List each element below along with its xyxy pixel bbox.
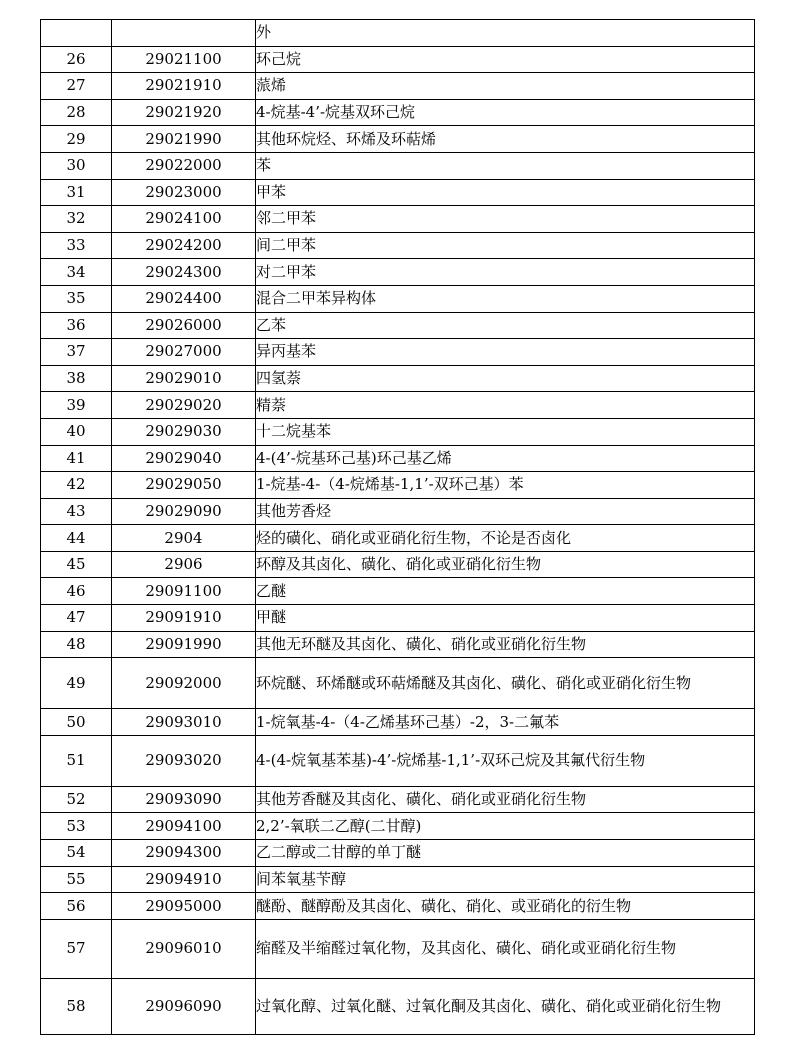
table-row — [41, 285, 755, 312]
commodity-description: 间苯氧基苄醇 — [256, 866, 755, 893]
commodity-code: 29029050 — [112, 472, 256, 499]
row-number: 31 — [41, 179, 112, 206]
table-row — [41, 578, 755, 605]
commodity-description: 间二甲苯 — [256, 232, 755, 259]
commodity-description: 过氧化醇、过氧化醚、过氧化酮及其卤化、磺化、硝化或亚硝化衍生物 — [256, 978, 755, 1034]
row-number: 56 — [41, 893, 112, 920]
table-row — [41, 339, 755, 366]
commodity-description: 1-烷基-4-（4-烷烯基-1,1’-双环己基）苯 — [256, 472, 755, 499]
table-row — [41, 525, 755, 552]
table-row — [41, 152, 755, 179]
commodity-description: 4-烷基-4’-烷基双环己烷 — [256, 99, 755, 126]
hs-code-table — [40, 19, 755, 1035]
row-number: 40 — [41, 418, 112, 445]
table-row — [41, 99, 755, 126]
row-number: 26 — [41, 46, 112, 73]
row-number: 48 — [41, 631, 112, 658]
row-number: 38 — [41, 365, 112, 392]
commodity-description: 对二甲苯 — [256, 259, 755, 286]
row-number: 43 — [41, 498, 112, 525]
row-number: 34 — [41, 259, 112, 286]
commodity-code: 29091100 — [112, 578, 256, 605]
table-row — [41, 472, 755, 499]
commodity-code: 29024300 — [112, 259, 256, 286]
commodity-description: 其他无环醚及其卤化、磺化、硝化或亚硝化衍生物 — [256, 631, 755, 658]
row-number: 39 — [41, 392, 112, 419]
commodity-description: 乙苯 — [256, 312, 755, 339]
table-row — [41, 418, 755, 445]
commodity-code: 29096090 — [112, 978, 256, 1034]
commodity-code: 29029040 — [112, 445, 256, 472]
commodity-code: 29091910 — [112, 605, 256, 632]
commodity-code: 29022000 — [112, 152, 256, 179]
table-row — [41, 631, 755, 658]
commodity-description: 精萘 — [256, 392, 755, 419]
row-number: 33 — [41, 232, 112, 259]
table-row — [41, 312, 755, 339]
row-number: 29 — [41, 126, 112, 153]
commodity-code: 29096010 — [112, 919, 256, 978]
row-number: 37 — [41, 339, 112, 366]
row-number: 55 — [41, 866, 112, 893]
table-row — [41, 73, 755, 100]
row-number — [41, 20, 112, 47]
commodity-code: 2906 — [112, 551, 256, 578]
commodity-description: 甲醚 — [256, 605, 755, 632]
commodity-code: 29029020 — [112, 392, 256, 419]
commodity-description: 其他芳香烃 — [256, 498, 755, 525]
table-row — [41, 813, 755, 840]
commodity-code: 29094300 — [112, 840, 256, 867]
row-number: 52 — [41, 786, 112, 813]
table-row — [41, 866, 755, 893]
commodity-description: 四氢萘 — [256, 365, 755, 392]
row-number: 42 — [41, 472, 112, 499]
table-row — [41, 978, 755, 1034]
commodity-description: 醚酚、醚醇酚及其卤化、磺化、硝化、或亚硝化的衍生物 — [256, 893, 755, 920]
commodity-code: 29021100 — [112, 46, 256, 73]
commodity-code: 29027000 — [112, 339, 256, 366]
commodity-description: 缩醛及半缩醛过氧化物，及其卤化、磺化、硝化或亚硝化衍生物 — [256, 919, 755, 978]
commodity-code: 29094910 — [112, 866, 256, 893]
commodity-code: 29021990 — [112, 126, 256, 153]
commodity-description: 其他环烷烃、环烯及环萜烯 — [256, 126, 755, 153]
row-number: 41 — [41, 445, 112, 472]
table-row — [41, 919, 755, 978]
commodity-description: 邻二甲苯 — [256, 206, 755, 233]
commodity-code: 29023000 — [112, 179, 256, 206]
row-number: 58 — [41, 978, 112, 1034]
commodity-description: 十二烷基苯 — [256, 418, 755, 445]
commodity-description: 烃的磺化、硝化或亚硝化衍生物，不论是否卤化 — [256, 525, 755, 552]
table-row — [41, 840, 755, 867]
row-number: 44 — [41, 525, 112, 552]
commodity-description: 4-(4’-烷基环己基)环己基乙烯 — [256, 445, 755, 472]
row-number: 50 — [41, 709, 112, 736]
row-number: 51 — [41, 735, 112, 786]
commodity-code: 29093020 — [112, 735, 256, 786]
row-number: 45 — [41, 551, 112, 578]
table-row — [41, 259, 755, 286]
table-row — [41, 498, 755, 525]
table-row — [41, 365, 755, 392]
commodity-code: 29026000 — [112, 312, 256, 339]
commodity-code: 29029090 — [112, 498, 256, 525]
commodity-code: 29092000 — [112, 658, 256, 709]
table-row — [41, 20, 755, 47]
commodity-description: 苯 — [256, 152, 755, 179]
commodity-code: 29024200 — [112, 232, 256, 259]
row-number: 35 — [41, 285, 112, 312]
table-row — [41, 709, 755, 736]
commodity-description: 4-(4-烷氧基苯基)-4’-烷烯基-1,1’-双环己烷及其氟代衍生物 — [256, 735, 755, 786]
commodity-description: 环醇及其卤化、磺化、硝化或亚硝化衍生物 — [256, 551, 755, 578]
commodity-code: 29029010 — [112, 365, 256, 392]
commodity-code: 29029030 — [112, 418, 256, 445]
commodity-code: 29024100 — [112, 206, 256, 233]
row-number: 36 — [41, 312, 112, 339]
commodity-description: 异丙基苯 — [256, 339, 755, 366]
commodity-code: 29093010 — [112, 709, 256, 736]
row-number: 47 — [41, 605, 112, 632]
row-number: 53 — [41, 813, 112, 840]
table-row — [41, 392, 755, 419]
commodity-description: 乙二醇或二甘醇的单丁醚 — [256, 840, 755, 867]
table-row — [41, 179, 755, 206]
commodity-code: 29021910 — [112, 73, 256, 100]
commodity-code: 2904 — [112, 525, 256, 552]
commodity-code: 29094100 — [112, 813, 256, 840]
row-number: 54 — [41, 840, 112, 867]
commodity-description: 环烷醚、环烯醚或环萜烯醚及其卤化、磺化、硝化或亚硝化衍生物 — [256, 658, 755, 709]
commodity-code — [112, 20, 256, 47]
commodity-description: 乙醚 — [256, 578, 755, 605]
table-row — [41, 605, 755, 632]
row-number: 57 — [41, 919, 112, 978]
row-number: 49 — [41, 658, 112, 709]
table-row — [41, 46, 755, 73]
commodity-description: 甲苯 — [256, 179, 755, 206]
commodity-code: 29095000 — [112, 893, 256, 920]
row-number: 28 — [41, 99, 112, 126]
commodity-code: 29021920 — [112, 99, 256, 126]
commodity-code: 29091990 — [112, 631, 256, 658]
table-row — [41, 735, 755, 786]
table-row — [41, 893, 755, 920]
commodity-code: 29093090 — [112, 786, 256, 813]
commodity-description: 外 — [256, 20, 755, 47]
table-row — [41, 126, 755, 153]
commodity-description: 1-烷氧基-4-（4-乙烯基环己基）-2，3-二氟苯 — [256, 709, 755, 736]
row-number: 32 — [41, 206, 112, 233]
table-row — [41, 786, 755, 813]
table-row — [41, 551, 755, 578]
commodity-description: 蒎烯 — [256, 73, 755, 100]
row-number: 30 — [41, 152, 112, 179]
table-row — [41, 658, 755, 709]
commodity-description: 2,2’-氧联二乙醇(二甘醇) — [256, 813, 755, 840]
commodity-description: 环己烷 — [256, 46, 755, 73]
commodity-description: 其他芳香醚及其卤化、磺化、硝化或亚硝化衍生物 — [256, 786, 755, 813]
table-row — [41, 232, 755, 259]
row-number: 27 — [41, 73, 112, 100]
row-number: 46 — [41, 578, 112, 605]
table-row — [41, 206, 755, 233]
commodity-code: 29024400 — [112, 285, 256, 312]
table-row — [41, 445, 755, 472]
commodity-description: 混合二甲苯异构体 — [256, 285, 755, 312]
